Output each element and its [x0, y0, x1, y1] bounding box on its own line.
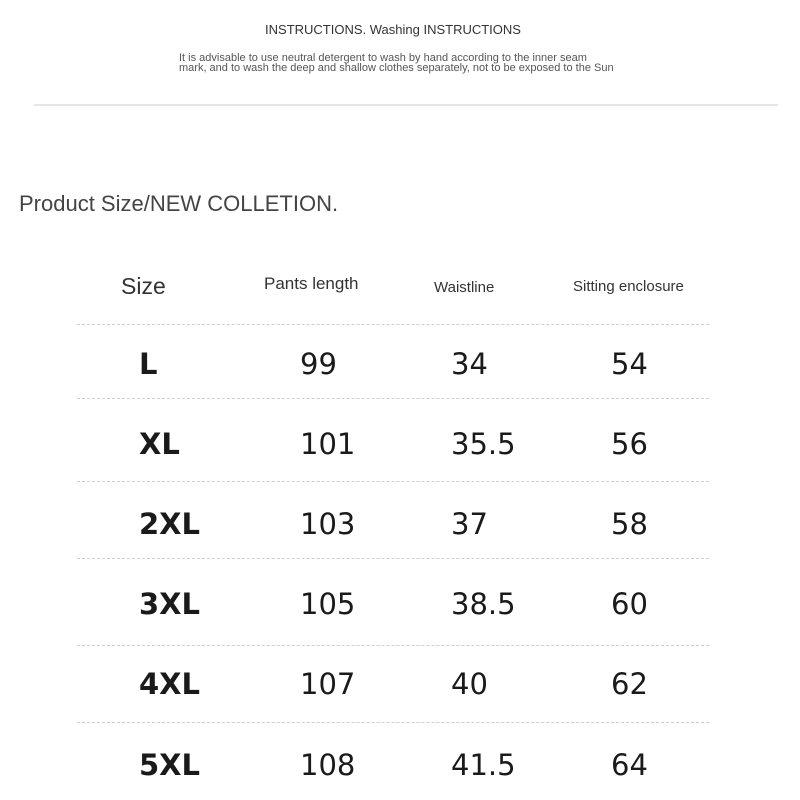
row-divider: [77, 645, 709, 646]
cell-sitting-enclosure: 54: [611, 347, 648, 381]
cell-waistline: 34: [451, 347, 488, 381]
header-waistline: Waistline: [434, 279, 495, 296]
instructions-line-2: mark, and to wash the deep and shallow clothes separately, not to be exposed to the Sun: [179, 62, 614, 74]
cell-sitting-enclosure: 62: [611, 667, 648, 701]
row-divider: [77, 324, 709, 325]
washing-instructions-text: [179, 53, 679, 73]
cell-size: 4XL: [139, 667, 201, 701]
header-size: Size: [121, 273, 166, 299]
top-divider: [34, 104, 778, 106]
cell-sitting-enclosure: 56: [611, 427, 648, 461]
row-divider: [77, 722, 709, 723]
cell-pants-length: 107: [300, 667, 356, 701]
cell-pants-length: 99: [300, 347, 337, 381]
row-divider: [77, 558, 709, 559]
cell-waistline: 38.5: [451, 587, 516, 621]
cell-sitting-enclosure: 58: [611, 507, 648, 541]
cell-waistline: 37: [451, 507, 488, 541]
cell-size: 2XL: [139, 507, 201, 541]
header-pants-length: Pants length: [264, 274, 359, 293]
cell-size: L: [139, 347, 158, 381]
cell-size: XL: [139, 427, 180, 461]
cell-waistline: 35.5: [451, 427, 516, 461]
cell-pants-length: 105: [300, 587, 356, 621]
row-divider: [77, 481, 709, 482]
cell-pants-length: 103: [300, 507, 356, 541]
instructions-line-1: It is advisable to use neutral detergent to wash by hand according to the inner seam: [179, 52, 587, 64]
cell-size: 5XL: [139, 748, 201, 782]
cell-waistline: 40: [451, 667, 488, 701]
cell-pants-length: 101: [300, 427, 356, 461]
header-sitting-enclosure: Sitting enclosure: [573, 278, 684, 295]
cell-sitting-enclosure: 60: [611, 587, 648, 621]
cell-size: 3XL: [139, 587, 201, 621]
cell-sitting-enclosure: 64: [611, 748, 648, 782]
washing-instructions-heading: INSTRUCTIONS. Washing INSTRUCTIONS: [265, 22, 521, 37]
row-divider: [77, 398, 709, 399]
section-title: Product Size/NEW COLLETION.: [19, 191, 339, 216]
cell-pants-length: 108: [300, 748, 356, 782]
cell-waistline: 41.5: [451, 748, 516, 782]
